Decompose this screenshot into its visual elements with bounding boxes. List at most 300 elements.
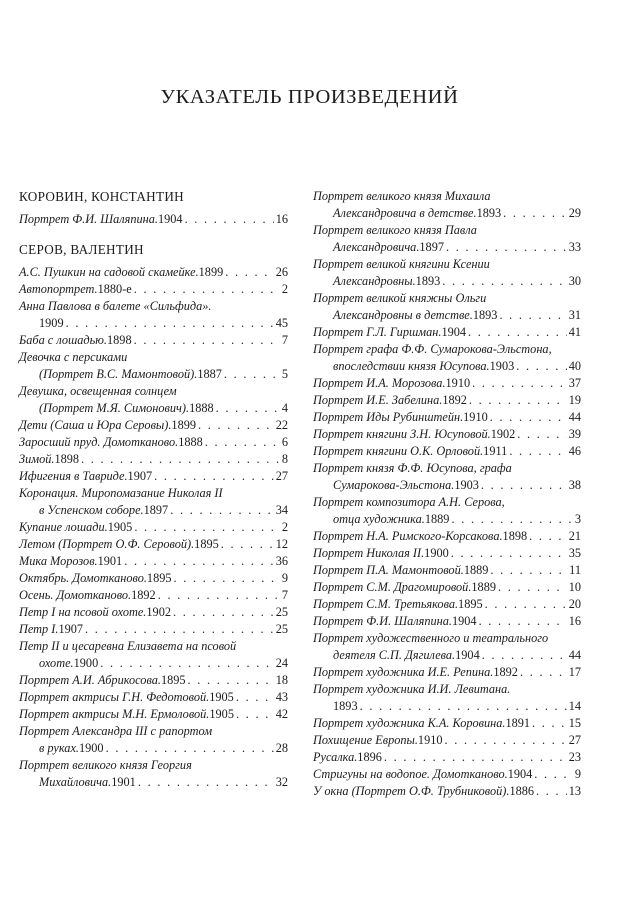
- entry-page: 39: [568, 427, 581, 441]
- entry-line: [313, 579, 581, 596]
- entry-page: 14: [568, 699, 581, 713]
- entry-line: [19, 740, 288, 757]
- index-entry: [19, 604, 288, 621]
- dot-leader: [360, 698, 567, 715]
- entry-title: Дети (Саша и Юра Серовы).: [19, 418, 172, 432]
- index-entry: [19, 434, 288, 451]
- entry-year: 1889: [463, 563, 489, 577]
- entry-year: 1892: [493, 665, 518, 679]
- index-entry: [19, 553, 288, 570]
- index-entry: [19, 672, 288, 689]
- entry-line: [19, 451, 288, 468]
- entry-line: [19, 723, 288, 740]
- dot-leader: [490, 409, 567, 426]
- entry-line: [313, 494, 581, 511]
- entry-line: [313, 562, 581, 579]
- entry-line: [313, 460, 581, 477]
- artist-heading: СЕРОВ, ВАЛЕНТИН: [19, 242, 144, 257]
- entry-title: Портрет А.И. Абрикосова.: [19, 673, 161, 687]
- entry-page: 25: [275, 605, 288, 619]
- dot-leader: [469, 392, 567, 409]
- dot-leader: [170, 502, 274, 519]
- index-entry: [19, 638, 288, 672]
- entry-title: Портрет княгини О.К. Орловой.: [313, 444, 484, 458]
- entry-line: [19, 502, 288, 519]
- entry-page: 4: [281, 401, 288, 415]
- dot-leader: [468, 324, 567, 341]
- dot-leader: [534, 766, 573, 783]
- entry-year: 1895: [194, 537, 219, 551]
- entry-line: [313, 732, 581, 749]
- entry-title: Портрет великой княгини Ксении: [313, 257, 490, 271]
- entry-year: 1895: [160, 673, 186, 687]
- dot-leader: [472, 375, 567, 392]
- index-entry: [19, 417, 288, 434]
- index-entry: [313, 392, 581, 409]
- artist-section: [19, 188, 288, 228]
- entry-title: Похищение Европы.: [313, 733, 418, 747]
- index-entry: [313, 494, 581, 528]
- dot-leader: [490, 562, 567, 579]
- entry-line: [313, 698, 581, 715]
- index-entry: [313, 290, 581, 324]
- entry-title: Русалка.: [313, 750, 358, 764]
- index-entry: [19, 485, 288, 519]
- entry-title: Осень. Домотканово.: [19, 588, 132, 602]
- entry-page: 30: [568, 274, 581, 288]
- entry-line: [19, 672, 288, 689]
- entry-year: 1895: [146, 571, 172, 585]
- entry-year: 1904: [507, 767, 533, 781]
- entry-year: 1900: [78, 741, 104, 755]
- entry-line: [19, 536, 288, 553]
- entry-year: 1888: [189, 401, 214, 415]
- index-entry: [19, 587, 288, 604]
- entry-title: Портрет великого князя Георгия: [19, 758, 192, 772]
- entry-year: 1888: [178, 435, 203, 449]
- entry-title: Портрет великого князя Павла: [313, 223, 477, 237]
- entry-title: Зимой.: [19, 452, 55, 466]
- entry-title: Петр I.: [19, 622, 59, 636]
- entry-page: 7: [281, 588, 288, 602]
- dot-leader: [520, 664, 567, 681]
- entry-title: в руках.: [39, 741, 79, 755]
- entry-title: Девочка с персиками: [19, 350, 128, 364]
- entry-page: 6: [281, 435, 288, 449]
- entry-title: Портрет Н.А. Римского-Корсакова.: [313, 529, 503, 543]
- entry-page: 2: [281, 520, 288, 534]
- index-entry: [19, 264, 288, 281]
- index-entry: [313, 783, 581, 800]
- index-entry: [19, 570, 288, 587]
- entry-year: 1887: [197, 367, 222, 381]
- entry-page: 21: [568, 529, 581, 543]
- index-entry: [19, 689, 288, 706]
- entry-line: [19, 417, 288, 434]
- dot-leader: [216, 400, 280, 417]
- entry-title: (Портрет В.С. Мамонтовой).: [39, 367, 198, 381]
- entry-line: [313, 426, 581, 443]
- entry-line: [19, 332, 288, 349]
- entry-line: [313, 664, 581, 681]
- entry-line: [19, 604, 288, 621]
- entry-line: [313, 545, 581, 562]
- index-entry: [19, 757, 288, 791]
- entry-title: Петр II и цесаревна Елизавета на псовой: [19, 639, 237, 653]
- entry-line: [19, 468, 288, 485]
- entry-line: [19, 587, 288, 604]
- entry-title: Александровны в детстве.: [333, 308, 473, 322]
- entry-year: 1898: [107, 333, 132, 347]
- entry-title: А.С. Пушкин на садовой скамейке.: [19, 265, 199, 279]
- entry-title: Портрет П.А. Мамонтовой.: [313, 563, 464, 577]
- entry-page: 15: [568, 716, 581, 730]
- entry-line: [313, 596, 581, 613]
- dot-leader: [221, 536, 274, 553]
- entry-page: 34: [275, 503, 288, 517]
- entry-page: 24: [275, 656, 288, 670]
- page-title: УКАЗАТЕЛЬ ПРОИЗВЕДЕНИЙ: [160, 86, 459, 108]
- dot-leader: [205, 434, 280, 451]
- dot-leader: [442, 273, 566, 290]
- dot-leader: [485, 596, 567, 613]
- dot-leader: [134, 281, 280, 298]
- index-entry: [19, 211, 288, 228]
- entry-title: охоте.: [39, 656, 74, 670]
- entry-year: 1910: [445, 376, 471, 390]
- entry-line: [19, 774, 288, 791]
- entry-line: [313, 188, 581, 205]
- entry-title: Петр I на псовой охоте.: [19, 605, 147, 619]
- dot-leader: [236, 706, 274, 723]
- entry-line: [313, 749, 581, 766]
- entry-title: деятеля С.П. Дягилева.: [333, 648, 456, 662]
- entry-line: [313, 205, 581, 222]
- index-entry: [19, 383, 288, 417]
- dot-leader: [509, 443, 566, 460]
- index-entry: [313, 749, 581, 766]
- entry-page: 16: [275, 212, 288, 226]
- artist-heading: КОРОВИН, КОНСТАНТИН: [19, 189, 185, 204]
- entry-year: 1889: [471, 580, 496, 594]
- index-entry: [19, 468, 288, 485]
- entry-page: 36: [275, 554, 288, 568]
- dot-leader: [517, 426, 566, 443]
- entry-line: [19, 485, 288, 502]
- entry-page: 44: [568, 410, 581, 424]
- entry-year: 1900: [424, 546, 449, 560]
- entry-title: Портрет Иды Рубинштейн.: [313, 410, 464, 424]
- entry-title: Портрет княгини З.Н. Юсуповой.: [313, 427, 491, 441]
- entry-line: [313, 681, 581, 698]
- entry-line: [19, 383, 288, 400]
- entry-page: 31: [568, 308, 581, 322]
- entry-line: [19, 264, 288, 281]
- entry-line: [19, 349, 288, 366]
- entry-page: 37: [568, 376, 581, 390]
- entry-year: 1903: [489, 359, 515, 373]
- dot-leader: [138, 774, 274, 791]
- dot-leader: [446, 239, 567, 256]
- index-entry: [313, 443, 581, 460]
- entry-title: Портрет Николая II.: [313, 546, 425, 560]
- entry-page: 13: [568, 784, 581, 798]
- entry-line: [313, 307, 581, 324]
- entry-title: в Успенском соборе.: [39, 503, 144, 517]
- dot-leader: [173, 604, 274, 621]
- entry-year: 1893: [476, 206, 502, 220]
- index-entry: [313, 681, 581, 715]
- dot-leader: [158, 587, 280, 604]
- entry-year: 1901: [111, 775, 136, 789]
- entry-title: впоследствии князя Юсупова.: [333, 359, 490, 373]
- index-entry: [313, 375, 581, 392]
- entry-title: Портрет Ф.И. Шаляпина.: [313, 614, 452, 628]
- entry-line: [313, 715, 581, 732]
- entry-line: [19, 519, 288, 536]
- entry-line: [313, 358, 581, 375]
- entry-line: [313, 324, 581, 341]
- entry-line: [19, 655, 288, 672]
- entry-line: [313, 528, 581, 545]
- index-entry: [313, 732, 581, 749]
- index-entry: [313, 664, 581, 681]
- entry-page: 33: [568, 240, 581, 254]
- entry-year: 1904: [441, 325, 467, 339]
- entry-year: 1889: [424, 512, 450, 526]
- entry-line: [313, 392, 581, 409]
- entry-page: 8: [281, 452, 288, 466]
- index-column-left: [19, 188, 288, 791]
- entry-year: 1897: [419, 240, 444, 254]
- dot-leader: [225, 264, 273, 281]
- entry-year: 1905: [209, 707, 234, 721]
- artist-section: [19, 241, 288, 791]
- entry-title: Анна Павлова в балете «Сильфида».: [19, 299, 212, 313]
- entry-title: Портрет великого князя Михаила: [313, 189, 491, 203]
- entry-title: Портрет актрисы М.Н. Ермоловой.: [19, 707, 210, 721]
- dot-leader: [134, 519, 280, 536]
- entry-title: Портрет И.А. Морозова.: [313, 376, 446, 390]
- entry-title: Михайловича.: [39, 775, 112, 789]
- entry-year: 1903: [454, 478, 479, 492]
- entry-title: Сумарокова-Эльстона.: [333, 478, 455, 492]
- entry-title: Портрет художника И.Е. Репина.: [313, 665, 494, 679]
- entry-page: 27: [568, 733, 581, 747]
- entry-line: [313, 290, 581, 307]
- index-entry: [313, 715, 581, 732]
- entry-line: [313, 511, 581, 528]
- entry-line: [313, 222, 581, 239]
- entry-page: 42: [275, 707, 288, 721]
- entry-page: 9: [281, 571, 288, 585]
- index-entry: [313, 528, 581, 545]
- index-entry: [19, 519, 288, 536]
- dot-leader: [100, 655, 273, 672]
- entry-title: Портрет художника К.А. Коровина.: [313, 716, 506, 730]
- entry-title: Портрет великой княжны Ольги: [313, 291, 487, 305]
- entry-line: [19, 706, 288, 723]
- entry-year: 1910: [417, 733, 443, 747]
- dot-leader: [529, 528, 567, 545]
- entry-title: Автопортрет.: [19, 282, 98, 296]
- entry-title: (Портрет М.Я. Симонович).: [39, 401, 190, 415]
- index-entry: [19, 706, 288, 723]
- index-entry: [19, 723, 288, 757]
- entry-year: 1896: [357, 750, 382, 764]
- index-entry: [19, 349, 288, 383]
- entry-year: 1905: [209, 690, 234, 704]
- entry-line: [19, 689, 288, 706]
- entry-page: 12: [275, 537, 288, 551]
- dot-leader: [106, 740, 274, 757]
- entry-page: 26: [275, 265, 288, 279]
- entry-page: 17: [568, 665, 581, 679]
- dot-leader: [532, 715, 567, 732]
- index-entry: [313, 460, 581, 494]
- entry-title: Мика Морозов.: [19, 554, 98, 568]
- entry-title: Октябрь. Домотканово.: [19, 571, 147, 585]
- entry-year: 1898: [502, 529, 528, 543]
- entry-page: 20: [568, 597, 581, 611]
- entry-page: 22: [275, 418, 288, 432]
- entry-year: 1910: [463, 410, 488, 424]
- entry-year: 1899: [198, 265, 224, 279]
- entry-line: [313, 647, 581, 664]
- entry-line: [19, 400, 288, 417]
- dot-leader: [185, 211, 274, 228]
- entry-title: Коронация. Миропомазание Николая II: [19, 486, 223, 500]
- entry-line: [19, 553, 288, 570]
- dot-leader: [536, 783, 567, 800]
- entry-line: [19, 315, 288, 332]
- dot-leader: [124, 553, 274, 570]
- entry-title: Портрет С.М. Третьякова.: [313, 597, 459, 611]
- entry-title: Летом (Портрет О.Ф. Серовой).: [19, 537, 195, 551]
- dot-leader: [498, 579, 567, 596]
- entry-line: [313, 443, 581, 460]
- entry-page: 35: [568, 546, 581, 560]
- entry-line: [313, 409, 581, 426]
- entry-year: 1880-е: [97, 282, 132, 296]
- index-entry: [313, 324, 581, 341]
- entry-year: 1911: [483, 444, 508, 458]
- entry-line: [313, 375, 581, 392]
- dot-leader: [174, 570, 280, 587]
- entry-page: 38: [568, 478, 581, 492]
- entry-line: [313, 630, 581, 647]
- entry-page: 18: [275, 673, 288, 687]
- index-entry: [313, 613, 581, 630]
- entry-year: 1904: [451, 614, 477, 628]
- entry-page: 40: [568, 359, 581, 373]
- entry-page: 44: [568, 648, 581, 662]
- dot-leader: [224, 366, 280, 383]
- dot-leader: [81, 451, 280, 468]
- entry-title: Портрет художника И.И. Левитана.: [313, 682, 511, 696]
- index-entry: [19, 621, 288, 638]
- dot-leader: [445, 732, 567, 749]
- entry-line: [19, 621, 288, 638]
- entry-page: 11: [569, 563, 581, 577]
- entry-year: 1907: [58, 622, 84, 636]
- entry-year: 1899: [171, 418, 197, 432]
- entry-line: [19, 281, 288, 298]
- index-entry: [313, 562, 581, 579]
- index-entry: [313, 409, 581, 426]
- entry-page: 28: [275, 741, 288, 755]
- dot-leader: [482, 647, 567, 664]
- entry-title: Купание лошади.: [19, 520, 108, 534]
- entry-line: [313, 613, 581, 630]
- entry-title: Александровны.: [333, 274, 416, 288]
- dot-leader: [66, 315, 274, 332]
- entry-year: 1900: [73, 656, 99, 670]
- entry-title: Портрет актрисы Г.Н. Федотовой.: [19, 690, 210, 704]
- dot-leader: [479, 613, 567, 630]
- entry-year: 1892: [442, 393, 467, 407]
- entry-year: 1897: [143, 503, 169, 517]
- dot-leader: [236, 689, 274, 706]
- dot-leader: [451, 545, 567, 562]
- dot-leader: [516, 358, 566, 375]
- index-entry: [313, 426, 581, 443]
- entry-line: [19, 298, 288, 315]
- index-entry: [313, 766, 581, 783]
- entry-year: 1893: [472, 308, 498, 322]
- entry-page: 2: [281, 282, 288, 296]
- entry-title: Александровича.: [333, 240, 420, 254]
- entry-year: 1886: [509, 784, 535, 798]
- index-entry: [313, 341, 581, 375]
- entry-title: Портрет композитора А.Н. Серова,: [313, 495, 505, 509]
- entry-title: Девушка, освещенная солнцем: [19, 384, 177, 398]
- entry-year: 1902: [146, 605, 171, 619]
- entry-year: 1893: [415, 274, 441, 288]
- index-entry: [19, 281, 288, 298]
- entry-title: Стригуны на водопое. Домотканово.: [313, 767, 508, 781]
- entry-year: 1898: [54, 452, 80, 466]
- entry-title: Портрет графа Ф.Ф. Сумарокова-Эльстона,: [313, 342, 552, 356]
- entry-year: 1902: [490, 427, 516, 441]
- entry-line: [19, 570, 288, 587]
- index-entry: [19, 298, 288, 332]
- entry-line: [19, 366, 288, 383]
- entry-title: Портрет Г.Л. Гиршман.: [313, 325, 442, 339]
- entry-year: 1904: [455, 648, 480, 662]
- entry-page: 9: [574, 767, 581, 781]
- entry-year: 1893: [333, 699, 358, 713]
- dot-leader: [384, 749, 567, 766]
- dot-leader: [188, 672, 274, 689]
- index-entry: [313, 596, 581, 613]
- entry-line: [313, 256, 581, 273]
- entry-title: Портрет С.М. Драгомировой.: [313, 580, 472, 594]
- entry-year: 1895: [458, 597, 483, 611]
- index-entry: [313, 188, 581, 222]
- entry-title: Заросший пруд. Домотканово.: [19, 435, 179, 449]
- entry-page: 29: [568, 206, 581, 220]
- entry-page: 27: [275, 469, 288, 483]
- entry-line: [19, 211, 288, 228]
- entry-page: 46: [568, 444, 581, 458]
- dot-leader: [481, 477, 567, 494]
- entry-line: [19, 757, 288, 774]
- index-entry: [313, 256, 581, 290]
- entry-title: Александровича в детстве.: [333, 206, 477, 220]
- entry-year: 1891: [505, 716, 531, 730]
- index-column-right: [313, 188, 581, 800]
